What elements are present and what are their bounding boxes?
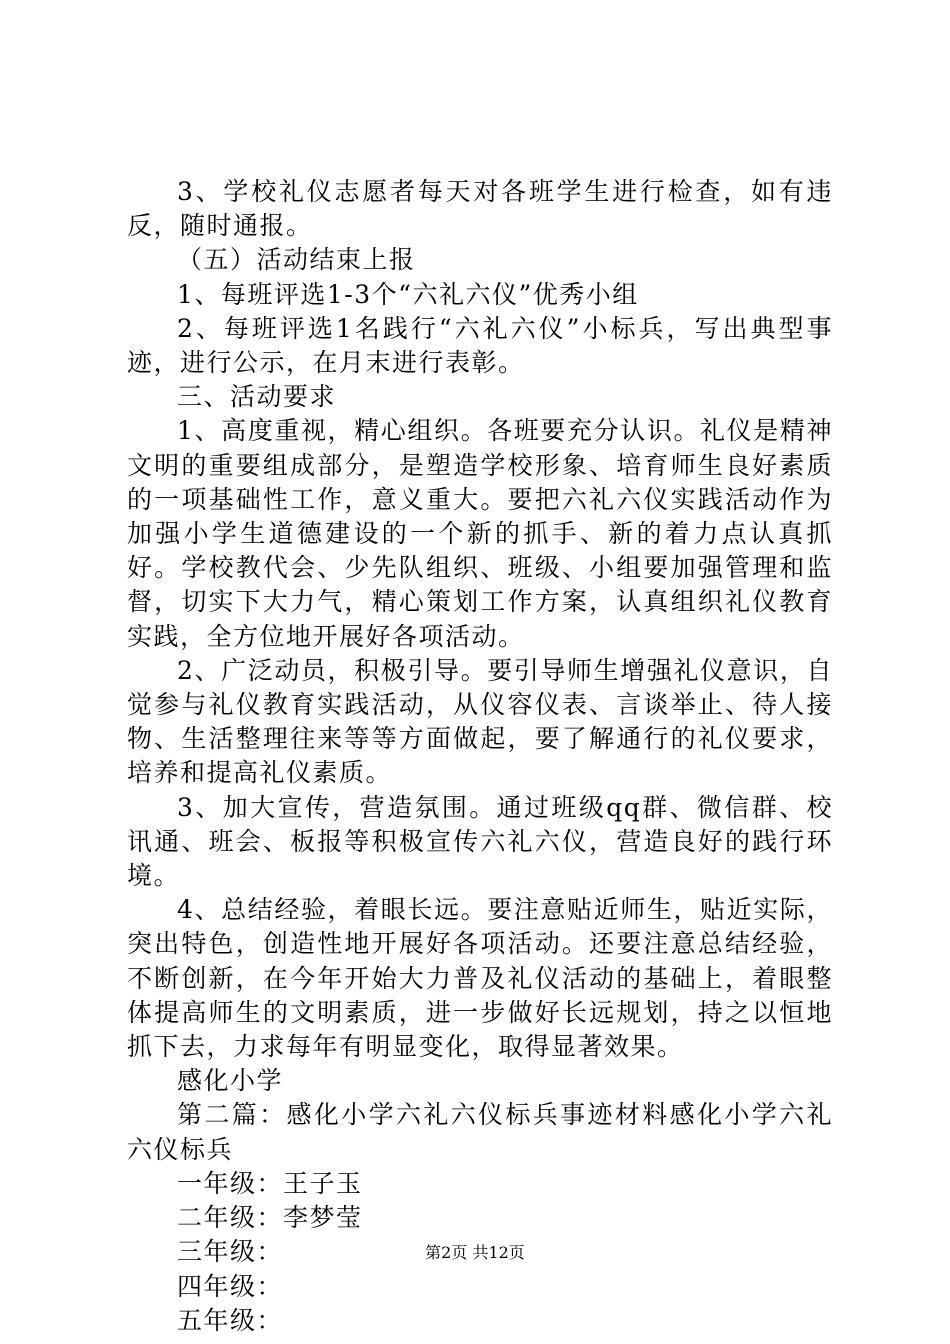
grade-entry: 四年级： <box>177 1271 284 1301</box>
paragraph: 1、每班评选1-3个“六礼六仪”优秀小组 <box>177 279 639 309</box>
paragraph: 3、学校礼仪志愿者每天对各班学生进行检查，如有违反，随时通报。 <box>127 177 833 241</box>
grade-entry: 二年级：李梦莹 <box>177 1203 363 1233</box>
paragraph: 2、广泛动员，积极引导。要引导师生增强礼仪意识，自觉参与礼仪教育实践活动，从仪容仪表、言谈举止、待人接物、生活整理往来等等方面做起，要了解通行的礼仪要求，培养和提高礼仪素质。 <box>127 655 833 788</box>
grade-entry: 一年级：王子玉 <box>177 1168 363 1198</box>
page-number-footer: 第2页 共12页 <box>425 1243 525 1262</box>
document-body <box>127 175 833 1338</box>
paragraph: 3、加大宣传，营造氛围。通过班级qq群、微信群、校讯通、班会、板报等积极宣传六礼六仪，营造良好的践行环境。 <box>127 792 833 891</box>
grade-entry: 五年级： <box>177 1305 284 1335</box>
paragraph: 2、每班评选1名践行“六礼六仪”小标兵，写出典型事迹，进行公示，在月末进行表彰。 <box>127 313 833 378</box>
section-heading: （五）活动结束上报 <box>177 245 416 275</box>
grade-entry: 三年级： <box>177 1237 284 1267</box>
paragraph: 4、总结经验，着眼长远。要注意贴近师生，贴近实际，突出特色，创造性地开展好各项活动。还要注意总结经验，不断创新，在今年开始大力普及礼仪活动的基础上，着眼整体提高师生的文明素质，进一步做好长远规划，持之以恒地抓下去，力求每年有明显变化，取得显著效果。 <box>127 895 833 1062</box>
paragraph: 1、高度重视，精心组织。各班要充分认识。礼仪是精神文明的重要组成部分，是塑造学校形象、培育师生良好素质的一项基础性工作，意义重大。要把六礼六仪实践活动作为加强小学生道德建设的一个新的抓手、新的着力点认真抓好。学校教代会、少先队组织、班级、小组要加强管理和监督，切实下大力气，精心策划工作方案，认真组织礼仪教育实践，全方位地开展好各项活动。 <box>127 416 833 651</box>
school-name: 感化小学 <box>177 1066 284 1096</box>
chapter-title: 第二篇：感化小学六礼六仪标兵事迹材料感化小学六礼六仪标兵 <box>127 1100 833 1164</box>
section-heading: 三、活动要求 <box>177 382 337 412</box>
